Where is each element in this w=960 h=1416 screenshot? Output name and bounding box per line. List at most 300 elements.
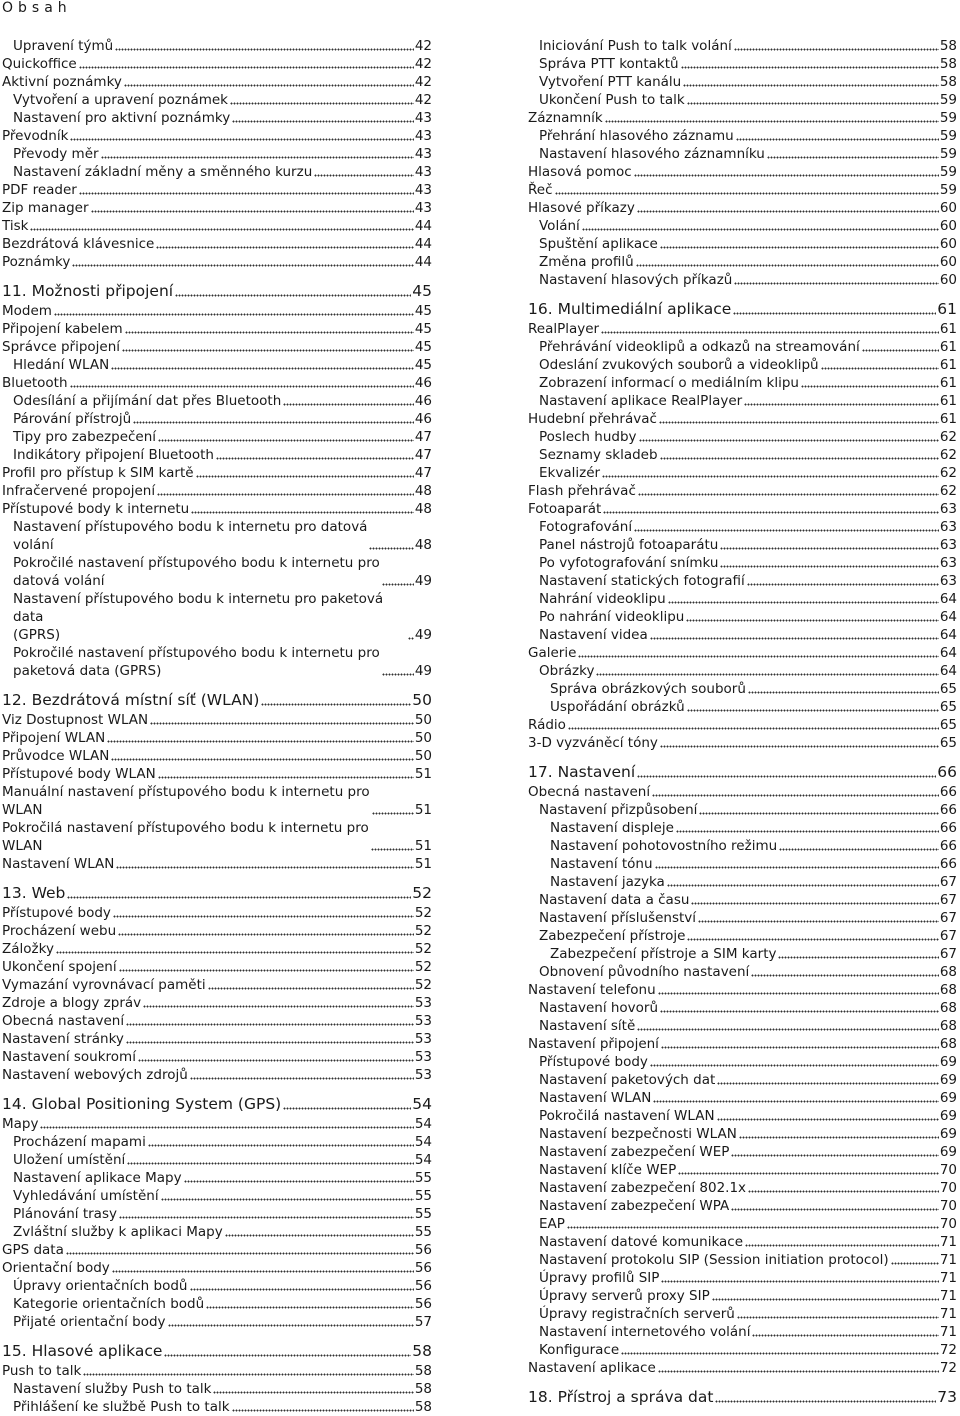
toc-page-number: 70 <box>939 1162 957 1178</box>
toc-entry-label: Záznamník <box>528 110 603 126</box>
toc-entry[interactable] <box>2 1133 432 1151</box>
toc-entry-label: 11. Možnosti připojení <box>2 282 174 300</box>
dot-leader <box>655 859 939 869</box>
toc-page-number: 69 <box>939 1072 957 1088</box>
dot-leader <box>101 149 414 159</box>
toc-entry[interactable] <box>528 1035 957 1053</box>
toc-entry-label: Nastavení aplikace Mapy <box>13 1170 182 1186</box>
toc-entry[interactable] <box>2 904 432 922</box>
toc-entry[interactable] <box>528 500 957 518</box>
toc-entry-label: Párování přístrojů <box>13 411 132 427</box>
toc-entry[interactable] <box>2 1241 432 1259</box>
toc-entry-label: Nahrání videoklipu <box>539 591 666 607</box>
dot-leader <box>678 1165 939 1175</box>
toc-entry[interactable] <box>2 1115 432 1133</box>
toc-entry[interactable] <box>528 1089 957 1107</box>
toc-entry-label: Uložení umístění <box>13 1152 126 1168</box>
dot-leader <box>382 666 414 676</box>
toc-entry-label: Nastavení datové komunikace <box>539 1234 744 1250</box>
toc-page-number: 42 <box>414 38 432 54</box>
toc-entry[interactable] <box>528 73 957 91</box>
toc-entry[interactable] <box>528 55 957 73</box>
toc-entry[interactable] <box>2 91 432 109</box>
toc-page-number: 46 <box>414 411 432 427</box>
toc-entry-label: Zabezpečení přístroje a SIM karty <box>550 946 777 962</box>
toc-entry[interactable] <box>528 338 957 356</box>
toc-entry[interactable] <box>528 145 957 163</box>
toc-entry[interactable] <box>2 37 432 55</box>
dot-leader <box>158 432 414 442</box>
dot-leader <box>638 486 939 496</box>
toc-entry[interactable] <box>528 1305 957 1323</box>
dot-leader <box>283 396 414 406</box>
toc-page-number: 56 <box>414 1278 432 1294</box>
toc-entry-label: Nastavení WLAN <box>539 1090 652 1106</box>
toc-entry-label: Vytvoření a upravení poznámek <box>13 92 228 108</box>
toc-entry[interactable] <box>528 873 957 891</box>
toc-entry[interactable] <box>528 716 957 734</box>
dot-leader <box>582 221 939 231</box>
toc-entry[interactable] <box>528 253 957 271</box>
toc-page-number: 70 <box>939 1180 957 1196</box>
toc-entry-label: Přihlášení ke službě Push to talk <box>13 1399 230 1415</box>
toc-entry[interactable] <box>528 819 957 837</box>
toc-entry[interactable] <box>2 1151 432 1169</box>
toc-entry[interactable] <box>528 127 957 145</box>
toc-entry[interactable] <box>528 1359 957 1377</box>
dot-leader <box>683 77 939 87</box>
toc-page-number: 69 <box>939 1126 957 1142</box>
toc-chapter-heading[interactable] <box>2 1093 432 1115</box>
toc-entry-label: Quickoffice <box>2 56 77 72</box>
toc-page-number: 45 <box>414 321 432 337</box>
toc-entry-label: Upravení týmů <box>13 38 114 54</box>
toc-entry[interactable] <box>528 626 957 644</box>
toc-entry[interactable] <box>2 1187 432 1205</box>
toc-entry[interactable] <box>528 109 957 127</box>
toc-page-number: 43 <box>414 164 432 180</box>
toc-entry[interactable] <box>528 518 957 536</box>
dot-leader <box>122 342 414 352</box>
toc-page-number: 64 <box>939 627 957 643</box>
toc-entry[interactable] <box>2 1277 432 1295</box>
toc-entry-label: Nastavení sítě <box>539 1018 636 1034</box>
toc-entry-label: PDF reader <box>2 182 77 198</box>
toc-entry[interactable] <box>528 698 957 716</box>
toc-entry[interactable] <box>528 734 957 752</box>
toc-entry[interactable] <box>2 1259 432 1277</box>
dot-leader <box>737 1309 939 1319</box>
toc-page-number: 66 <box>939 784 957 800</box>
toc-entry[interactable] <box>2 109 432 127</box>
toc-entry[interactable] <box>528 1107 957 1125</box>
dot-leader <box>118 926 414 936</box>
toc-page-number: 47 <box>414 429 432 445</box>
toc-entry[interactable] <box>528 536 957 554</box>
toc-entry[interactable] <box>2 73 432 91</box>
toc-entry[interactable] <box>528 783 957 801</box>
toc-entry[interactable] <box>528 482 957 500</box>
toc-entry[interactable] <box>528 801 957 819</box>
toc-page-number: 42 <box>414 74 432 90</box>
toc-entry-label: Rádio <box>528 717 566 733</box>
toc-entry-label: Mapy <box>2 1116 39 1132</box>
toc-entry[interactable] <box>2 1048 432 1066</box>
toc-entry[interactable] <box>2 644 432 680</box>
toc-entry-label: Spuštění aplikace <box>539 236 658 252</box>
toc-page-number: 65 <box>939 735 957 751</box>
toc-entry[interactable] <box>2 199 432 217</box>
toc-entry-label: Nastavení WLAN <box>2 856 115 872</box>
toc-entry[interactable] <box>528 446 957 464</box>
toc-page-number: 60 <box>939 254 957 270</box>
toc-entry[interactable] <box>528 1233 957 1251</box>
toc-page-number: 63 <box>939 519 957 535</box>
toc-entry[interactable] <box>2 392 432 410</box>
toc-entry[interactable] <box>2 253 432 271</box>
toc-entry[interactable] <box>2 1066 432 1084</box>
toc-entry-label: Konfigurace <box>539 1342 620 1358</box>
toc-entry[interactable] <box>528 927 957 945</box>
toc-entry[interactable] <box>528 271 957 289</box>
toc-page-number: 58 <box>414 1381 432 1397</box>
toc-entry[interactable] <box>2 235 432 253</box>
toc-entry[interactable] <box>528 644 957 662</box>
dot-leader <box>602 468 939 478</box>
toc-entry[interactable] <box>2 747 432 765</box>
toc-entry-label: Nastavení pro aktivní poznámky <box>13 110 231 126</box>
toc-entry-label: Nastavení hlasových příkazů <box>539 272 733 288</box>
dot-leader <box>658 1363 939 1373</box>
toc-page-number: 60 <box>939 200 957 216</box>
toc-page-number: 64 <box>939 609 957 625</box>
toc-entry-label: Kategorie orientačních bodů <box>13 1296 205 1312</box>
toc-entry[interactable] <box>2 320 432 338</box>
toc-page-number: 45 <box>414 339 432 355</box>
dot-leader <box>232 1402 414 1412</box>
toc-entry-label: Připojení WLAN <box>2 730 106 746</box>
toc-entry-label: Nastavení aplikace RealPlayer <box>539 393 743 409</box>
toc-entry[interactable] <box>528 1197 957 1215</box>
toc-entry[interactable] <box>528 1251 957 1269</box>
toc-entry[interactable] <box>2 1205 432 1223</box>
toc-page-number: 63 <box>939 555 957 571</box>
dot-leader <box>157 486 414 496</box>
dot-leader <box>748 1183 939 1193</box>
toc-entry-label: Bezdrátová klávesnice <box>2 236 155 252</box>
toc-entry-label: Přijaté orientační body <box>13 1314 166 1330</box>
toc-entry[interactable] <box>2 356 432 374</box>
toc-page-number: 66 <box>937 763 957 781</box>
toc-page-number: 72 <box>939 1342 957 1358</box>
toc-entry[interactable] <box>528 37 957 55</box>
toc-page-number: 43 <box>414 200 432 216</box>
toc-entry[interactable] <box>2 338 432 356</box>
toc-entry-label: Vymazání vyrovnávací paměti <box>2 977 206 993</box>
dot-leader <box>156 239 413 249</box>
toc-entry[interactable] <box>528 837 957 855</box>
dot-leader <box>83 1366 413 1376</box>
toc-entry[interactable] <box>528 356 957 374</box>
toc-entry[interactable] <box>528 91 957 109</box>
dot-leader <box>767 149 939 159</box>
toc-entry[interactable] <box>528 1125 957 1143</box>
toc-entry[interactable] <box>2 783 432 819</box>
dot-leader <box>382 576 414 586</box>
dot-leader <box>158 769 414 779</box>
toc-entry[interactable] <box>2 518 432 554</box>
toc-entry-label: Pokročilá nastavení přístupového bodu k internetu pro WLAN <box>2 820 369 854</box>
dot-leader <box>667 877 939 887</box>
toc-column-left <box>2 37 432 1416</box>
toc-entry[interactable] <box>528 1341 957 1359</box>
toc-chapter-heading[interactable] <box>2 1340 432 1362</box>
toc-entry-label: Zvláštní služby k aplikaci Mapy <box>13 1224 223 1240</box>
toc-entry[interactable] <box>2 217 432 235</box>
toc-page-number: 55 <box>414 1206 432 1222</box>
dot-leader <box>634 522 939 532</box>
dot-leader <box>660 738 939 748</box>
dot-leader <box>70 378 414 388</box>
toc-entry[interactable] <box>528 1323 957 1341</box>
toc-entry-label: Nastavení pohotovostního režimu <box>550 838 778 854</box>
toc-entry[interactable] <box>528 608 957 626</box>
dot-leader <box>126 1034 414 1044</box>
toc-page-number: 48 <box>414 501 432 517</box>
toc-entry-label: Panel nástrojů fotoaparátu <box>539 537 719 553</box>
toc-entry[interactable] <box>2 940 432 958</box>
toc-page-number: 67 <box>939 910 957 926</box>
toc-entry[interactable] <box>528 963 957 981</box>
toc-chapter-heading[interactable] <box>2 280 432 302</box>
toc-entry[interactable] <box>528 1161 957 1179</box>
toc-entry[interactable] <box>2 958 432 976</box>
toc-page-number: 67 <box>939 928 957 944</box>
dot-leader <box>720 558 938 568</box>
toc-entry[interactable] <box>528 217 957 235</box>
toc-entry-label: Průvodce WLAN <box>2 748 110 764</box>
toc-entry[interactable] <box>528 981 957 999</box>
toc-entry[interactable] <box>2 127 432 145</box>
toc-chapter-heading[interactable] <box>528 1386 957 1408</box>
toc-entry[interactable] <box>528 392 957 410</box>
dot-leader <box>125 324 414 334</box>
toc-entry[interactable] <box>2 55 432 73</box>
dot-leader <box>40 1119 413 1129</box>
dot-leader <box>261 696 411 706</box>
toc-entry[interactable] <box>2 163 432 181</box>
toc-entry[interactable] <box>2 464 432 482</box>
dot-leader <box>691 895 938 905</box>
toc-chapter-heading[interactable] <box>528 298 957 320</box>
toc-entry[interactable] <box>2 1030 432 1048</box>
toc-entry-label: Ekvalizér <box>539 465 601 481</box>
toc-entry[interactable] <box>528 1053 957 1071</box>
dot-leader <box>124 77 414 87</box>
dot-leader <box>637 203 939 213</box>
toc-entry-label: Nastavení základní měny a směnného kurzu <box>13 164 313 180</box>
toc-entry[interactable] <box>2 994 432 1012</box>
toc-entry[interactable] <box>528 945 957 963</box>
toc-entry-label: Odeslání zvukových souborů a videoklipů <box>539 357 819 373</box>
toc-entry[interactable] <box>528 909 957 927</box>
toc-entry[interactable] <box>528 163 957 181</box>
toc-page-number: 66 <box>939 820 957 836</box>
toc-entry[interactable] <box>2 1398 432 1416</box>
toc-entry-label: Zip manager <box>2 200 89 216</box>
toc-entry[interactable] <box>2 181 432 199</box>
toc-entry-label: Poslech hudby <box>539 429 637 445</box>
toc-page-number: 61 <box>939 357 957 373</box>
toc-entry[interactable] <box>2 711 432 729</box>
toc-entry[interactable] <box>2 428 432 446</box>
dot-leader <box>115 41 414 51</box>
toc-page-number: 52 <box>414 905 432 921</box>
dot-leader <box>208 980 414 990</box>
toc-entry-label: Správce připojení <box>2 339 121 355</box>
toc-entry[interactable] <box>2 482 432 500</box>
toc-entry[interactable] <box>2 500 432 518</box>
toc-entry[interactable] <box>528 374 957 392</box>
toc-page-number: 64 <box>939 591 957 607</box>
toc-page-number: 53 <box>414 995 432 1011</box>
toc-entry[interactable] <box>528 554 957 572</box>
dot-leader <box>661 1273 938 1283</box>
dot-leader <box>660 1003 939 1013</box>
toc-entry-label: Nastavení webových zdrojů <box>2 1067 188 1083</box>
toc-entry[interactable] <box>2 1295 432 1313</box>
toc-page-number: 58 <box>414 1399 432 1415</box>
toc-entry[interactable] <box>528 1017 957 1035</box>
toc-entry[interactable] <box>528 1179 957 1197</box>
toc-entry[interactable] <box>528 410 957 428</box>
toc-entry-label: Přístupové body <box>2 905 111 921</box>
toc-chapter-heading[interactable] <box>2 882 432 904</box>
toc-chapter-heading[interactable] <box>528 761 957 783</box>
toc-entry[interactable] <box>528 320 957 338</box>
dot-leader <box>821 360 939 370</box>
toc-entry[interactable] <box>2 554 432 590</box>
toc-entry-label: RealPlayer <box>528 321 600 337</box>
dot-leader <box>637 768 936 778</box>
toc-entry[interactable] <box>2 302 432 320</box>
toc-entry[interactable] <box>2 729 432 747</box>
toc-page-number: 59 <box>939 146 957 162</box>
toc-entry-label: Převodník <box>2 128 69 144</box>
toc-entry[interactable] <box>2 446 432 464</box>
toc-entry[interactable] <box>528 428 957 446</box>
toc-entry[interactable] <box>2 1169 432 1187</box>
toc-page-number: 54 <box>414 1152 432 1168</box>
dot-leader <box>230 95 414 105</box>
toc-page-number: 60 <box>939 218 957 234</box>
toc-page-number: 69 <box>939 1090 957 1106</box>
toc-entry-label: Přehrání hlasového záznamu <box>539 128 734 144</box>
toc-entry[interactable] <box>528 572 957 590</box>
toc-entry[interactable] <box>2 855 432 873</box>
toc-page-number: 68 <box>939 1036 957 1052</box>
toc-page-number: 63 <box>939 537 957 553</box>
toc-page-number: 52 <box>414 977 432 993</box>
toc-entry[interactable] <box>2 1313 432 1331</box>
toc-entry[interactable] <box>528 1215 957 1233</box>
toc-page-number: 62 <box>939 465 957 481</box>
dot-leader <box>161 1191 414 1201</box>
toc-entry[interactable] <box>2 819 432 855</box>
toc-entry-label: Procházení webu <box>2 923 117 939</box>
toc-entry-label: Převody měr <box>13 146 99 162</box>
toc-page-number: 69 <box>939 1054 957 1070</box>
toc-entry[interactable] <box>2 590 432 644</box>
toc-entry[interactable] <box>528 1071 957 1089</box>
toc-entry-label: Pokročilé nastavení přístupového bodu k internetu pro paketová data (GPRS) <box>13 645 380 679</box>
toc-entry[interactable] <box>2 145 432 163</box>
toc-entry[interactable] <box>528 855 957 873</box>
toc-entry[interactable] <box>528 464 957 482</box>
toc-page-number: 54 <box>412 1095 432 1113</box>
toc-entry[interactable] <box>2 374 432 392</box>
dot-leader <box>668 594 939 604</box>
toc-entry[interactable] <box>2 410 432 428</box>
toc-entry-label: Nastavení klíče WEP <box>539 1162 677 1178</box>
toc-entry[interactable] <box>528 181 957 199</box>
toc-entry-label: Nastavení tónu <box>550 856 653 872</box>
toc-chapter-heading[interactable] <box>2 689 432 711</box>
toc-page-number: 66 <box>939 838 957 854</box>
toc-page-number: 50 <box>414 712 432 728</box>
toc-entry[interactable] <box>2 1362 432 1380</box>
dot-leader <box>731 1201 939 1211</box>
toc-entry[interactable] <box>528 891 957 909</box>
toc-entry[interactable] <box>2 1223 432 1241</box>
toc-entry[interactable] <box>2 922 432 940</box>
toc-entry-label: 12. Bezdrátová místní síť (WLAN) <box>2 691 260 709</box>
dot-leader <box>164 1347 411 1357</box>
toc-page-number: 54 <box>414 1116 432 1132</box>
toc-entry[interactable] <box>528 1143 957 1161</box>
dot-leader <box>314 167 414 177</box>
toc-page-number: 53 <box>414 1013 432 1029</box>
dot-leader <box>601 324 939 334</box>
toc-entry[interactable] <box>528 1269 957 1287</box>
dot-leader <box>107 733 414 743</box>
toc-entry[interactable] <box>528 1287 957 1305</box>
toc-entry-label: Po vyfotografování snímku <box>539 555 719 571</box>
toc-entry[interactable] <box>528 199 957 217</box>
toc-entry[interactable] <box>528 662 957 680</box>
dot-leader <box>733 305 936 315</box>
toc-entry[interactable] <box>2 765 432 783</box>
toc-entry-label: Viz Dostupnost WLAN <box>2 712 149 728</box>
toc-entry-label: Nastavení zabezpečení WEP <box>539 1144 730 1160</box>
toc-entry-label: Ukončení spojení <box>2 959 117 975</box>
dot-leader <box>113 908 414 918</box>
toc-entry-label: 16. Multimediální aplikace <box>528 300 732 318</box>
toc-entry-label: Fotoaparát <box>528 501 602 517</box>
toc-entry-label: Nastavení připojení <box>528 1036 659 1052</box>
dot-leader <box>603 504 938 514</box>
dot-leader <box>650 630 939 640</box>
toc-entry[interactable] <box>2 1380 432 1398</box>
toc-entry[interactable] <box>2 1012 432 1030</box>
toc-entry-label: Galerie <box>528 645 577 661</box>
toc-entry[interactable] <box>2 976 432 994</box>
toc-column-right <box>528 37 957 1408</box>
toc-entry[interactable] <box>528 235 957 253</box>
toc-entry[interactable] <box>528 999 957 1017</box>
toc-entry[interactable] <box>528 590 957 608</box>
toc-entry[interactable] <box>528 680 957 698</box>
